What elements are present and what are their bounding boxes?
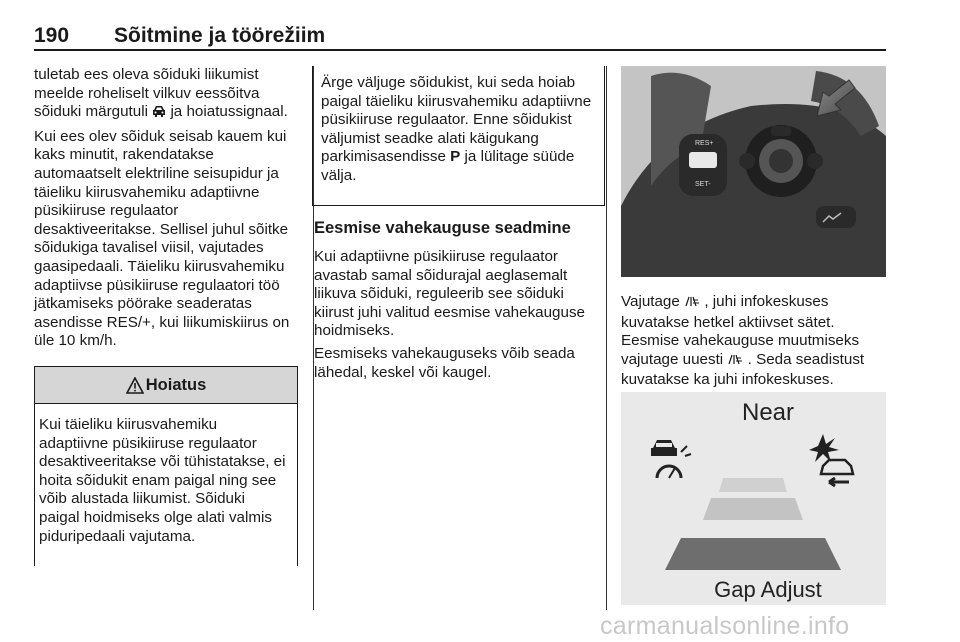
set-label: SET- <box>695 181 711 188</box>
middle-para-1: Kui adaptiivne püsikiiruse regulaator avastab samal sõidurajal aeglasemalt liikuva sõiduki, reguleerib see sõiduki kiirust juhi valitud eesmise vahekauguse hoidmiseks. <box>314 248 585 340</box>
warning-triangle-icon <box>126 377 144 394</box>
warning-text: Kui täieliku kiirusvahemiku adaptiivne püsikiiruse regulaator desaktiveeritakse või tühistatakse, ei hoita sõidukit enam paigal ning see võib alustada liikumist. Sõiduki paigal hoidmiseks olge alati valmis piduripedaali vajutama. <box>39 416 286 545</box>
warning-header <box>35 367 297 404</box>
gap-display-screen <box>621 392 886 605</box>
gap-button-icon-2 <box>727 353 743 372</box>
notice-box: Ärge väljuge sõidukist, kui seda hoiab paigal täieliku kiirusvahemiku adaptiivne püsikiiruse regulaator. Enne sõidukist väljumist seadke alati käigukang parkimisasendisse P ja lülitage süüde välja. <box>312 66 605 206</box>
gap-button-icon <box>684 295 700 314</box>
display-near-label: Near <box>741 399 795 426</box>
gap-bar-3 <box>665 538 841 570</box>
steering-wheel-photo <box>621 66 886 277</box>
middle-column-text <box>314 248 602 386</box>
vehicle-ahead-icon <box>152 105 166 124</box>
collision-alert-icon <box>809 434 853 486</box>
left-para-2: Kui ees olev sõiduk seisab kauem kui kaks minutit, rakendatakse automaatselt elektriline seisupidur ja täieliku kiirusvahemiku adaptiivne püsikiiruse regulaator desaktiveeritakse. Sellisel juhul sõitke sõidukiga tavalisel viisil, vajutades gaasipedaali. Täieliku kiirusvahemiku adaptiivse püsikiiruse regulaatori töö jätkamiseks pöörake seaderatas asendisse RES/+, kui liikumiskiirus on üle 10 km/h. <box>34 127 290 350</box>
warning-title: Hoiatus <box>145 375 207 394</box>
header-rule <box>34 49 886 51</box>
section-title: Eesmise vahekauguse seadmine <box>314 219 571 237</box>
gap-bar-2 <box>703 498 803 520</box>
left-para-1: tuletab ees oleva sõiduki liikumist meelde roheliselt vilkuv eessõitva sõiduki märgutuli ja hoiatussignaal. <box>34 66 300 124</box>
res-label: RES+ <box>695 140 714 147</box>
page-header <box>34 8 886 46</box>
right-column-text: Vajutage , juhi infokeskuses kuvatakse hetkel aktiivset sätet. Eesmise vahekauguse muutmiseks vajutage uuesti . Seda seadistust kuvatakse ka juhi infokeskuses. <box>621 293 865 389</box>
display-gap-adjust-label: Gap Adjust <box>714 577 822 602</box>
warning-box <box>34 366 298 566</box>
page-title: Sõitmine ja töörežiim <box>114 24 326 47</box>
gap-bar-1 <box>719 478 787 492</box>
page-number: 190 <box>34 24 70 47</box>
left-column-text <box>34 66 300 355</box>
vehicle-gauge-icon <box>651 440 691 478</box>
watermark: carmanualsonline.info <box>600 612 850 640</box>
column-divider-right <box>606 66 607 610</box>
middle-para-2: Eesmiseks vahekauguseks võib seada lähedal, keskel või kaugel. <box>314 344 575 381</box>
park-position-label: P <box>450 148 461 166</box>
